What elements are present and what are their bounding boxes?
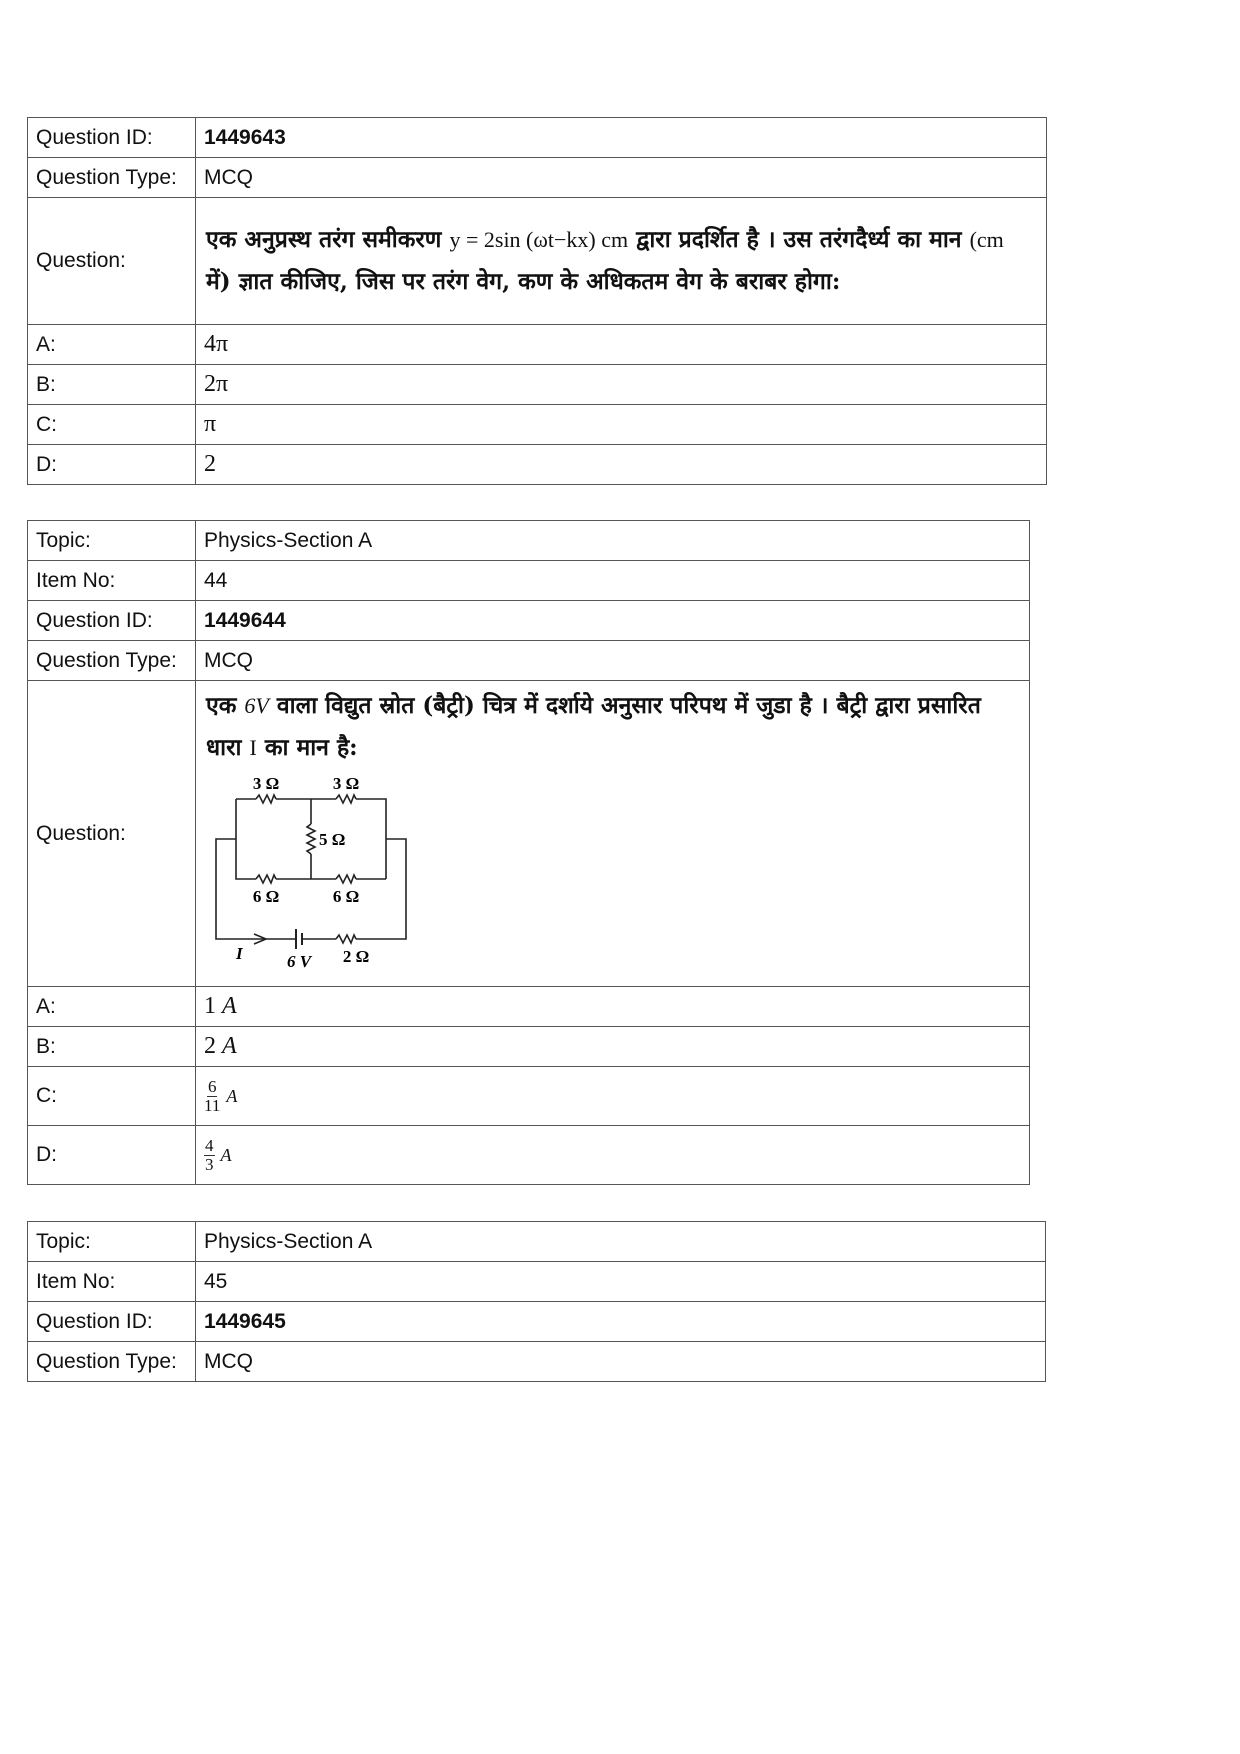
option-d-value: 2 — [196, 445, 1047, 485]
resistor-bottom-left — [256, 875, 276, 883]
option-b-label: B: — [28, 365, 196, 405]
question-block-1449645 — [27, 1221, 1046, 1382]
item-no-value: 45 — [196, 1262, 1046, 1302]
question-type-value: MCQ — [196, 158, 1047, 198]
option-d-denominator: 3 — [205, 1154, 214, 1174]
item-no-label: Item No: — [28, 561, 196, 601]
option-b-value: 2π — [196, 365, 1047, 405]
label-r-middle: 5 Ω — [319, 830, 346, 849]
wave-equation: y = 2sin (ωt−kx) cm — [449, 227, 629, 252]
topic-value: Physics-Section A — [196, 521, 1030, 561]
question-text — [196, 681, 1030, 987]
question-type-label: Question Type: — [28, 641, 196, 681]
option-b-value — [196, 1027, 1030, 1067]
battery-cell — [296, 929, 302, 949]
option-a-label: A: — [28, 987, 196, 1027]
option-c-value: π — [196, 405, 1047, 445]
topic-value: Physics-Section A — [196, 1222, 1046, 1262]
item-no-row — [28, 1262, 1046, 1302]
option-b-number: 2 — [204, 1033, 216, 1059]
label-battery: 6 V — [286, 952, 312, 969]
question-id-row — [28, 118, 1047, 158]
option-a-value: 4π — [196, 325, 1047, 365]
question-type-value: MCQ — [196, 1342, 1046, 1382]
option-d-row — [28, 1126, 1030, 1185]
option-d-label: D: — [28, 1126, 196, 1185]
question-id-label: Question ID: — [28, 1302, 196, 1342]
question-type-row — [28, 641, 1030, 681]
option-a-value — [196, 987, 1030, 1027]
topic-row — [28, 1222, 1046, 1262]
resistor-middle — [307, 824, 315, 854]
label-r-series: 2 Ω — [342, 947, 370, 966]
question-block-1449643 — [27, 117, 1047, 485]
resistor-bottom-right — [336, 875, 356, 883]
option-d-numerator: 4 — [205, 1135, 214, 1155]
option-a-number: 1 — [204, 993, 216, 1019]
question-label: Question: — [28, 681, 196, 987]
label-r-bottom-left: 6 Ω — [252, 887, 280, 906]
option-c-label: C: — [28, 405, 196, 445]
option-a-unit: A — [222, 993, 237, 1019]
item-no-label: Item No: — [28, 1262, 196, 1302]
option-a-row — [28, 325, 1047, 365]
option-c-numerator: 6 — [207, 1076, 217, 1096]
question-id-value: 1449643 — [196, 118, 1047, 158]
label-current: I — [236, 944, 243, 963]
resistor-series — [336, 935, 356, 943]
option-c-value — [196, 1067, 1030, 1126]
resistor-top-right — [336, 795, 356, 803]
option-c-unit: A — [226, 1085, 238, 1106]
option-d-row — [28, 445, 1047, 485]
battery-voltage: 6V — [244, 693, 269, 718]
option-b-unit: A — [222, 1033, 237, 1059]
topic-label: Topic: — [28, 521, 196, 561]
question-block-1449644 — [27, 520, 1030, 1185]
label-r-top-right: 3 Ω — [332, 774, 360, 793]
option-b-row — [28, 1027, 1030, 1067]
question-type-row — [28, 158, 1047, 198]
current-symbol: I — [249, 735, 257, 760]
question-text-part3: में) ज्ञात कीजिए, जिस पर तरंग वेग, कण के अधिकतम वेग के बराबर होगा: — [206, 268, 841, 295]
option-d-label: D: — [28, 445, 196, 485]
item-no-row — [28, 561, 1030, 601]
question-text-part1: एक अनुप्रस्थ तरंग समीकरण — [206, 226, 442, 253]
question-row — [28, 681, 1030, 987]
option-d-value — [196, 1126, 1030, 1185]
question-id-row — [28, 601, 1030, 641]
topic-row — [28, 521, 1030, 561]
option-d-unit: A — [220, 1144, 232, 1165]
question-type-value: MCQ — [196, 641, 1030, 681]
option-a-row — [28, 987, 1030, 1027]
question-type-label: Question Type: — [28, 1342, 196, 1382]
question-id-row — [28, 1302, 1046, 1342]
option-d-fraction — [204, 1137, 215, 1174]
resistor-top-left — [256, 795, 276, 803]
question-text-part2: द्वारा प्रदर्शित है । उस तरंगदैर्ध्य का मान — [636, 226, 962, 253]
question-type-row — [28, 1342, 1046, 1382]
circuit-diagram — [206, 769, 446, 969]
option-c-row — [28, 1067, 1030, 1126]
item-no-value: 44 — [196, 561, 1030, 601]
label-r-bottom-right: 6 Ω — [332, 887, 360, 906]
label-r-top-left: 3 Ω — [252, 774, 280, 793]
option-c-denominator: 11 — [204, 1095, 221, 1115]
option-a-label: A: — [28, 325, 196, 365]
question-text — [196, 198, 1047, 325]
question-label: Question: — [28, 198, 196, 325]
question-id-value: 1449645 — [196, 1302, 1046, 1342]
option-b-row — [28, 365, 1047, 405]
option-c-label: C: — [28, 1067, 196, 1126]
unit-cm: (cm — [969, 227, 1004, 252]
option-c-row — [28, 405, 1047, 445]
question-row — [28, 198, 1047, 325]
question-id-label: Question ID: — [28, 601, 196, 641]
question-text-part3: का मान है: — [264, 734, 358, 761]
topic-label: Topic: — [28, 1222, 196, 1262]
question-text-part1: एक — [206, 692, 237, 719]
option-c-fraction — [204, 1078, 220, 1115]
question-type-label: Question Type: — [28, 158, 196, 198]
question-id-label: Question ID: — [28, 118, 196, 158]
option-b-label: B: — [28, 1027, 196, 1067]
question-id-value: 1449644 — [196, 601, 1030, 641]
question-text-part2: वाला विद्युत स्रोत (बैट्री) चित्र में दर्शाये अनुसार परिपथ में जुडा है । बैट्री द्वारा प्रसारित धारा — [206, 692, 981, 761]
question-text-line — [206, 685, 1019, 769]
